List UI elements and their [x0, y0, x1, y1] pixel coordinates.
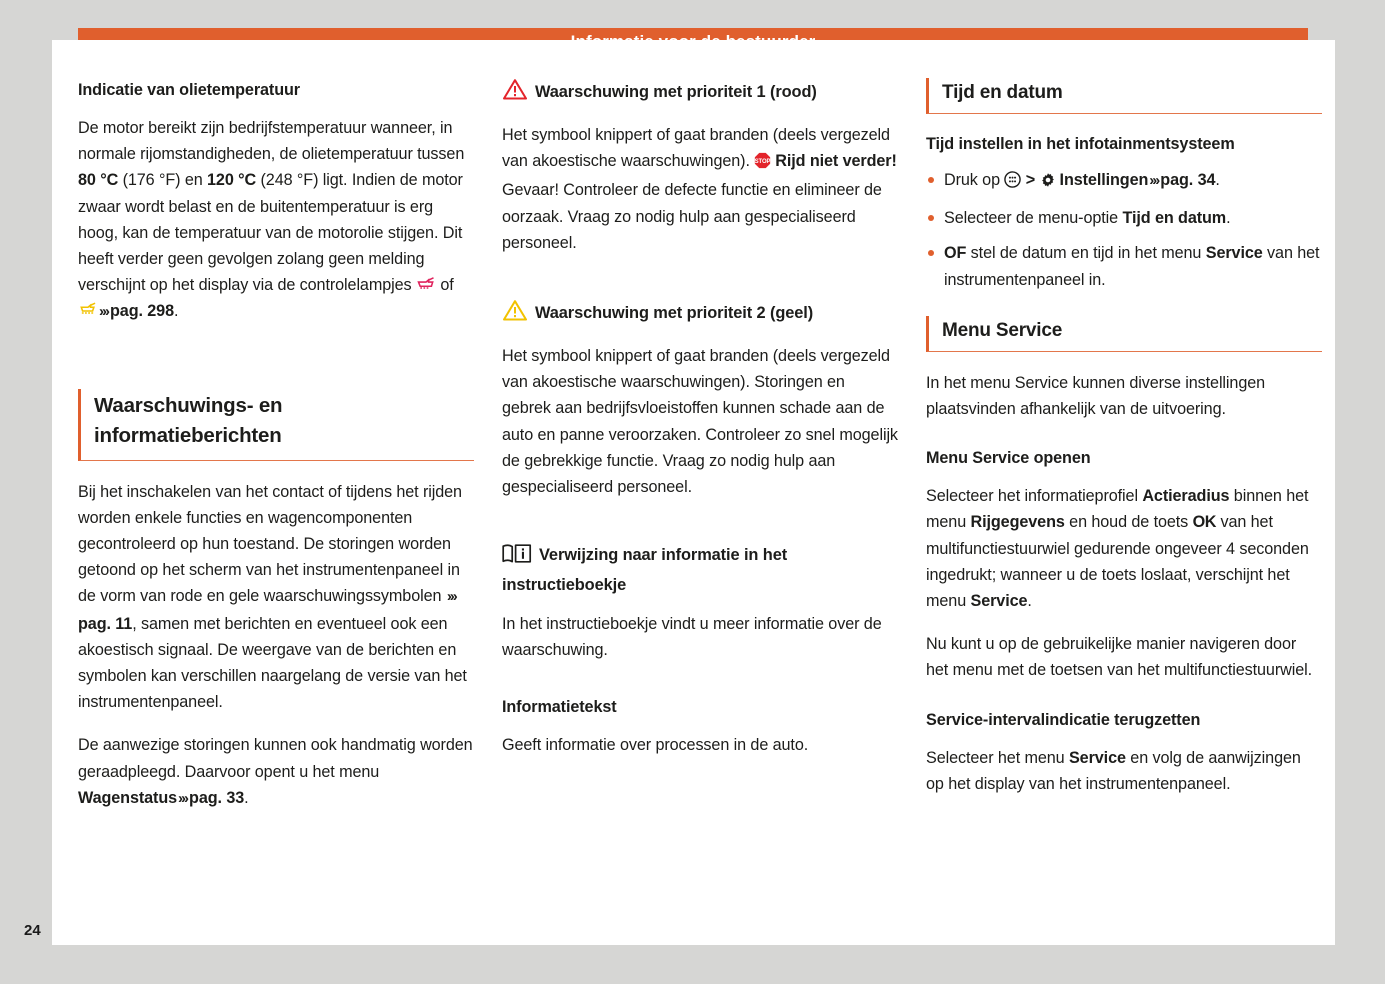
- heading-manual-reference: [502, 543, 898, 598]
- section-heading-menu-service: Menu Service: [926, 316, 1322, 352]
- prio1-text-part1: Het symbool knippert of gaat branden (deels vergezeld van akoestische waarschuwingen).: [502, 126, 890, 171]
- heading-information-text: Informatietekst: [502, 697, 617, 716]
- reset-text-part1: Selecteer het menu: [926, 748, 1069, 767]
- warning-triangle-yellow-icon: [502, 299, 528, 330]
- paragraph-open-service-menu: [926, 483, 1322, 614]
- apps-circle-icon[interactable]: [1004, 174, 1021, 192]
- spacer: [502, 517, 898, 543]
- heading-reset-service-interval: Service-intervalindicatie terugzetten: [926, 710, 1201, 729]
- heading-priority-1: [502, 78, 898, 109]
- step3-text-part1: stel de datum en tijd in het menu: [966, 244, 1206, 263]
- ok-key-label: OK: [1192, 513, 1217, 532]
- list-item-step-1: [926, 167, 1322, 196]
- gear-icon[interactable]: [1040, 174, 1056, 192]
- warn2-text-period: .: [244, 788, 249, 807]
- stop-warning-bold: Rijd niet verder!: [775, 152, 897, 171]
- step1-separator: >: [1021, 171, 1040, 189]
- book-info-icon: [502, 543, 532, 573]
- stop-sign-icon: [754, 155, 771, 173]
- time-setting-steps: [926, 167, 1322, 293]
- paragraph-warnings-2: [78, 732, 474, 812]
- page-sheet: [52, 40, 1335, 945]
- open-text-part3: en houd de toets: [1064, 513, 1193, 532]
- page-ref-33[interactable]: pag. 33: [189, 788, 245, 807]
- paragraph-warnings-1: [78, 479, 474, 716]
- spacer: [78, 343, 474, 389]
- open-text-part2: binnen het menu: [926, 487, 1309, 532]
- paragraph-priority-2: Het symbool knippert of gaat branden (deels vergezeld van akoestische waarschuwingen). Storingen en gebrek aan bedrijfsvloeistoffen kunnen schade aan de auto en panne veroorzaken. Controleer zo snel mogelijk de gebrekkige functie. Vraag zo nodig hulp aan gespecialiseerd personeel.: [502, 347, 898, 497]
- section-heading-time-date: Tijd en datum: [926, 78, 1322, 114]
- heading-priority-2-label: Waarschuwing met prioriteit 2 (geel): [535, 304, 814, 323]
- column-3: [926, 78, 1322, 812]
- menu-service-bold: Service: [970, 592, 1028, 611]
- step3-menu-service: Service: [1205, 244, 1263, 263]
- heading-priority-1-label: Waarschuwing met prioriteit 1 (rood): [535, 83, 817, 101]
- menu-rijgegevens: Rijgegevens: [970, 513, 1065, 532]
- paragraph-manual-reference: In het instructieboekje vindt u meer informatie over de waarschuwing.: [502, 615, 882, 660]
- section-heading-warnings: Waarschuwings- en informatieberichten: [78, 389, 474, 461]
- svg-text:STOP: STOP: [754, 159, 771, 166]
- warn-text-part2: , samen met berichten en eventueel ook een akoestisch signaal. De weergave van de berichten en symbolen kan verschillen naargelang de versie van het instrumentenpaneel.: [78, 614, 467, 712]
- page-number: 24: [24, 922, 41, 939]
- open-text-part4: van het multifunctiestuurwiel gedurende ongeveer 4 seconden ingedrukt; wanneer u de toets loslaat, verschijnt het menu: [926, 513, 1309, 611]
- chevron-icon-11: ›››: [446, 588, 456, 606]
- heading-manual-reference-label: Verwijzing naar informatie in het instructieboekje: [502, 546, 788, 595]
- step2-period: .: [1226, 209, 1231, 228]
- page-ref-298[interactable]: pag. 298: [110, 302, 174, 321]
- oil-can-red-icon: [416, 276, 436, 294]
- spacer: [502, 273, 898, 299]
- list-item-step-2: [926, 205, 1322, 231]
- oil-text-part1: De motor bereikt zijn bedrijfstemperatuur wanneer, in normale rijomstandigheden, de olietemperatuur tussen: [78, 119, 465, 164]
- page-ref-34[interactable]: pag. 34: [1160, 171, 1216, 189]
- step1-text-part1: Druk op: [944, 171, 1005, 189]
- step2-menu-option: Tijd en datum: [1122, 209, 1227, 228]
- step1-period: .: [1215, 171, 1220, 189]
- paragraph-navigate: Nu kunt u op de gebruikelijke manier navigeren door het menu met de toetsen van het multifunctiestuurwiel.: [926, 635, 1313, 680]
- temp-low-value: 80 °C: [78, 171, 119, 190]
- oil-text-part2: (248 °F) ligt. Indien de motor zwaar wordt belast en de buitentemperatuur is erg hoog, kan de temperatuur van de motorolie stijgen. Dit heeft verder geen gevolgen zolang geen melding verschijnt op het display via de controlelampjes: [78, 171, 463, 295]
- paragraph-information-text: Geeft informatie over processen in de auto.: [502, 735, 809, 754]
- step2-text-part1: Selecteer de menu-optie: [944, 209, 1123, 228]
- heading-set-time-infotainment: Tijd instellen in het infotainmentsysteem: [926, 135, 1235, 153]
- warning-triangle-red-icon: [502, 78, 528, 109]
- menu-name-wagenstatus: Wagenstatus: [78, 788, 178, 807]
- temp-low-fahrenheit: (176 °F) en: [118, 171, 208, 190]
- prio1-text-part2: Gevaar! Controleer de defecte functie en elimineer de oorzaak. Vraag zo nodig hulp aan gespecialiseerd personeel.: [502, 181, 882, 252]
- temp-high-value: 120 °C: [207, 171, 257, 190]
- chevron-icon-34: ›››: [1149, 172, 1159, 189]
- oil-text-period: .: [173, 302, 179, 321]
- column-2: [502, 78, 898, 812]
- heading-priority-2: [502, 299, 898, 330]
- paragraph-oil-temperature: [78, 115, 474, 326]
- paragraph-reset-service-interval: [926, 745, 1322, 797]
- step1-menu-instellingen: Instellingen: [1059, 171, 1149, 189]
- page-ref-11[interactable]: pag. 11: [78, 614, 133, 633]
- paragraph-priority-1: [502, 122, 898, 256]
- open-text-period: .: [1027, 592, 1032, 611]
- reset-text-part2: en volg de aanwijzingen op het display van het instrumentenpaneel.: [926, 748, 1301, 793]
- paragraph-service-intro: In het menu Service kunnen diverse instellingen plaatsvinden afhankelijk van de uitvoering.: [926, 373, 1266, 419]
- list-item-step-3: [926, 240, 1322, 292]
- oil-text-of: of: [435, 276, 454, 295]
- heading-open-service-menu: Menu Service openen: [926, 449, 1091, 468]
- step3-text-part2: van het instrumentenpaneel in.: [944, 244, 1320, 289]
- heading-oil-temperature: Indicatie van olietemperatuur: [78, 81, 300, 99]
- oil-can-yellow-icon: [78, 302, 98, 320]
- warn2-text-part1: De aanwezige storingen kunnen ook handmatig worden geraadpleegd. Daarvoor opent u het menu: [78, 736, 473, 781]
- profile-actieradius: Actieradius: [1142, 487, 1230, 506]
- three-column-layout: [78, 78, 1323, 812]
- warn-text-part1: Bij het inschakelen van het contact of tijdens het rijden worden enkele functies en wagencomponenten gecontroleerd op hun toestand. De storingen worden getoond op het scherm van het instrumentenpaneel in de vorm van rode en gele waarschuwingssymbolen: [78, 482, 462, 606]
- spacer: [502, 681, 898, 695]
- spacer: [926, 302, 1322, 316]
- open-text-part1: Selecteer het informatieprofiel: [926, 487, 1143, 506]
- column-1: [78, 78, 474, 812]
- chevron-icon-33: ›››: [178, 789, 188, 807]
- chevron-icon-298: ›››: [99, 303, 108, 321]
- menu-service-bold-2: Service: [1068, 748, 1126, 767]
- step3-of-label: OF: [944, 244, 967, 263]
